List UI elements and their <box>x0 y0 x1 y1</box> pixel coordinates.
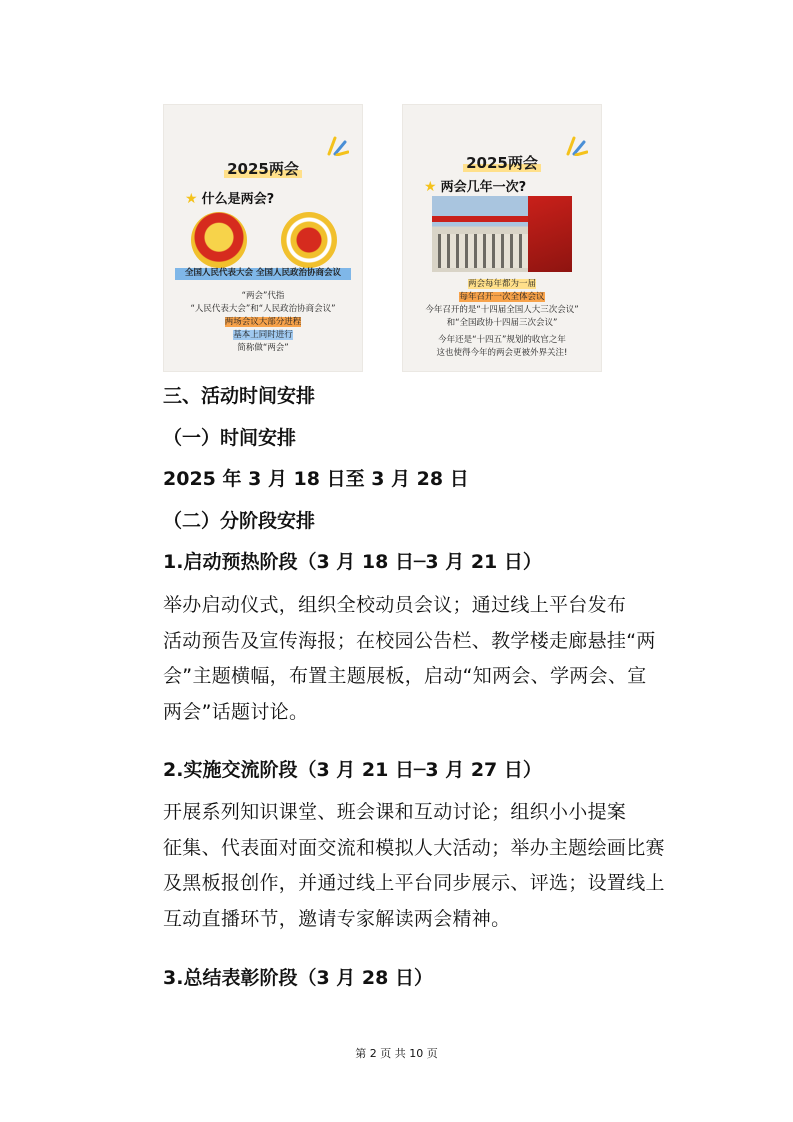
phase-1-paragraph <box>163 588 678 731</box>
sparkle-rays-icon <box>325 134 349 156</box>
poster-line-4: 基本上同时进行 <box>233 330 293 340</box>
great-hall-photo <box>432 196 572 272</box>
page-footer: 第 2 页 共 10 页 <box>355 1047 438 1060</box>
phase-2-line: 互动直播环节，邀请专家解读两会精神。 <box>163 908 511 931</box>
poster-band-text: 全国人民代表大会 全国人民政治协商会议 <box>185 268 341 278</box>
phase-3-title: 3.总结表彰阶段（3 月 28 日） <box>163 967 433 989</box>
poster-question: ★ 两会几年一次? <box>424 179 527 195</box>
star-icon: ★ <box>424 179 437 195</box>
national-emblem-icon <box>191 212 247 268</box>
phase-2-line: 及黑板报创作，并通过线上平台同步展示、评选；设置线上 <box>163 872 665 895</box>
poster-line-2: 每年召开一次全体会议 <box>459 292 545 302</box>
poster-line-4: 和“全国政协十四届三次会议” <box>446 318 558 328</box>
star-icon: ★ <box>185 191 198 207</box>
cppcc-emblem-icon <box>281 212 337 268</box>
phase-2-paragraph <box>163 795 678 938</box>
red-flag-icon <box>528 196 572 272</box>
poster-line-3: 两场会议大部分进程 <box>224 317 302 327</box>
section-heading: 三、活动时间安排 <box>163 385 316 407</box>
phase-2-line: 征集、代表面对面交流和模拟人大活动；举办主题绘画比赛 <box>163 836 665 859</box>
phase-2-line: 开展系列知识课堂、班会课和互动讨论；组织小小提案 <box>163 801 627 823</box>
poster-line-1: 两会每年都为一届 <box>467 279 536 289</box>
phase-1-title: 1.启动预热阶段（3 月 18 日─3 月 21 日） <box>163 551 542 573</box>
poster-question: ★ 什么是两会? <box>185 191 275 207</box>
poster-how-often <box>402 104 602 372</box>
poster-line-1: “两会”代指 <box>241 291 285 301</box>
date-range: 2025 年 3 月 18 日至 3 月 28 日 <box>163 468 469 490</box>
poster-line-5: 今年还是“十四五”规划的收官之年 <box>438 335 566 345</box>
subheading-phases: （二）分阶段安排 <box>163 510 316 532</box>
poster-line-6: 这也使得今年的两会更被外界关注! <box>436 348 568 358</box>
poster-line-2: “人民代表大会”和“人民政治协商会议” <box>190 304 336 314</box>
poster-title: 2025两会 <box>163 158 363 179</box>
poster-line-3: 今年召开的是“十四届全国人大三次会议” <box>425 305 579 315</box>
phase-1-line: 活动预告及宣传海报；在校园公告栏、教学楼走廊悬挂“两 <box>163 629 656 652</box>
subheading-time: （一）时间安排 <box>163 427 297 449</box>
phase-1-line: 举办启动仪式，组织全校动员会议；通过线上平台发布 <box>163 594 627 616</box>
poster-line-5: 简称做“两会” <box>237 343 289 353</box>
phase-2-title: 2.实施交流阶段（3 月 21 日─3 月 27 日） <box>163 759 542 781</box>
poster-what-is-two-sessions <box>163 104 363 372</box>
phase-1-line: 会”主题横幅，布置主题展板，启动“知两会、学两会、宣 <box>163 665 647 688</box>
poster-title: 2025两会 <box>402 152 602 173</box>
phase-1-line: 两会”话题讨论。 <box>163 701 309 724</box>
